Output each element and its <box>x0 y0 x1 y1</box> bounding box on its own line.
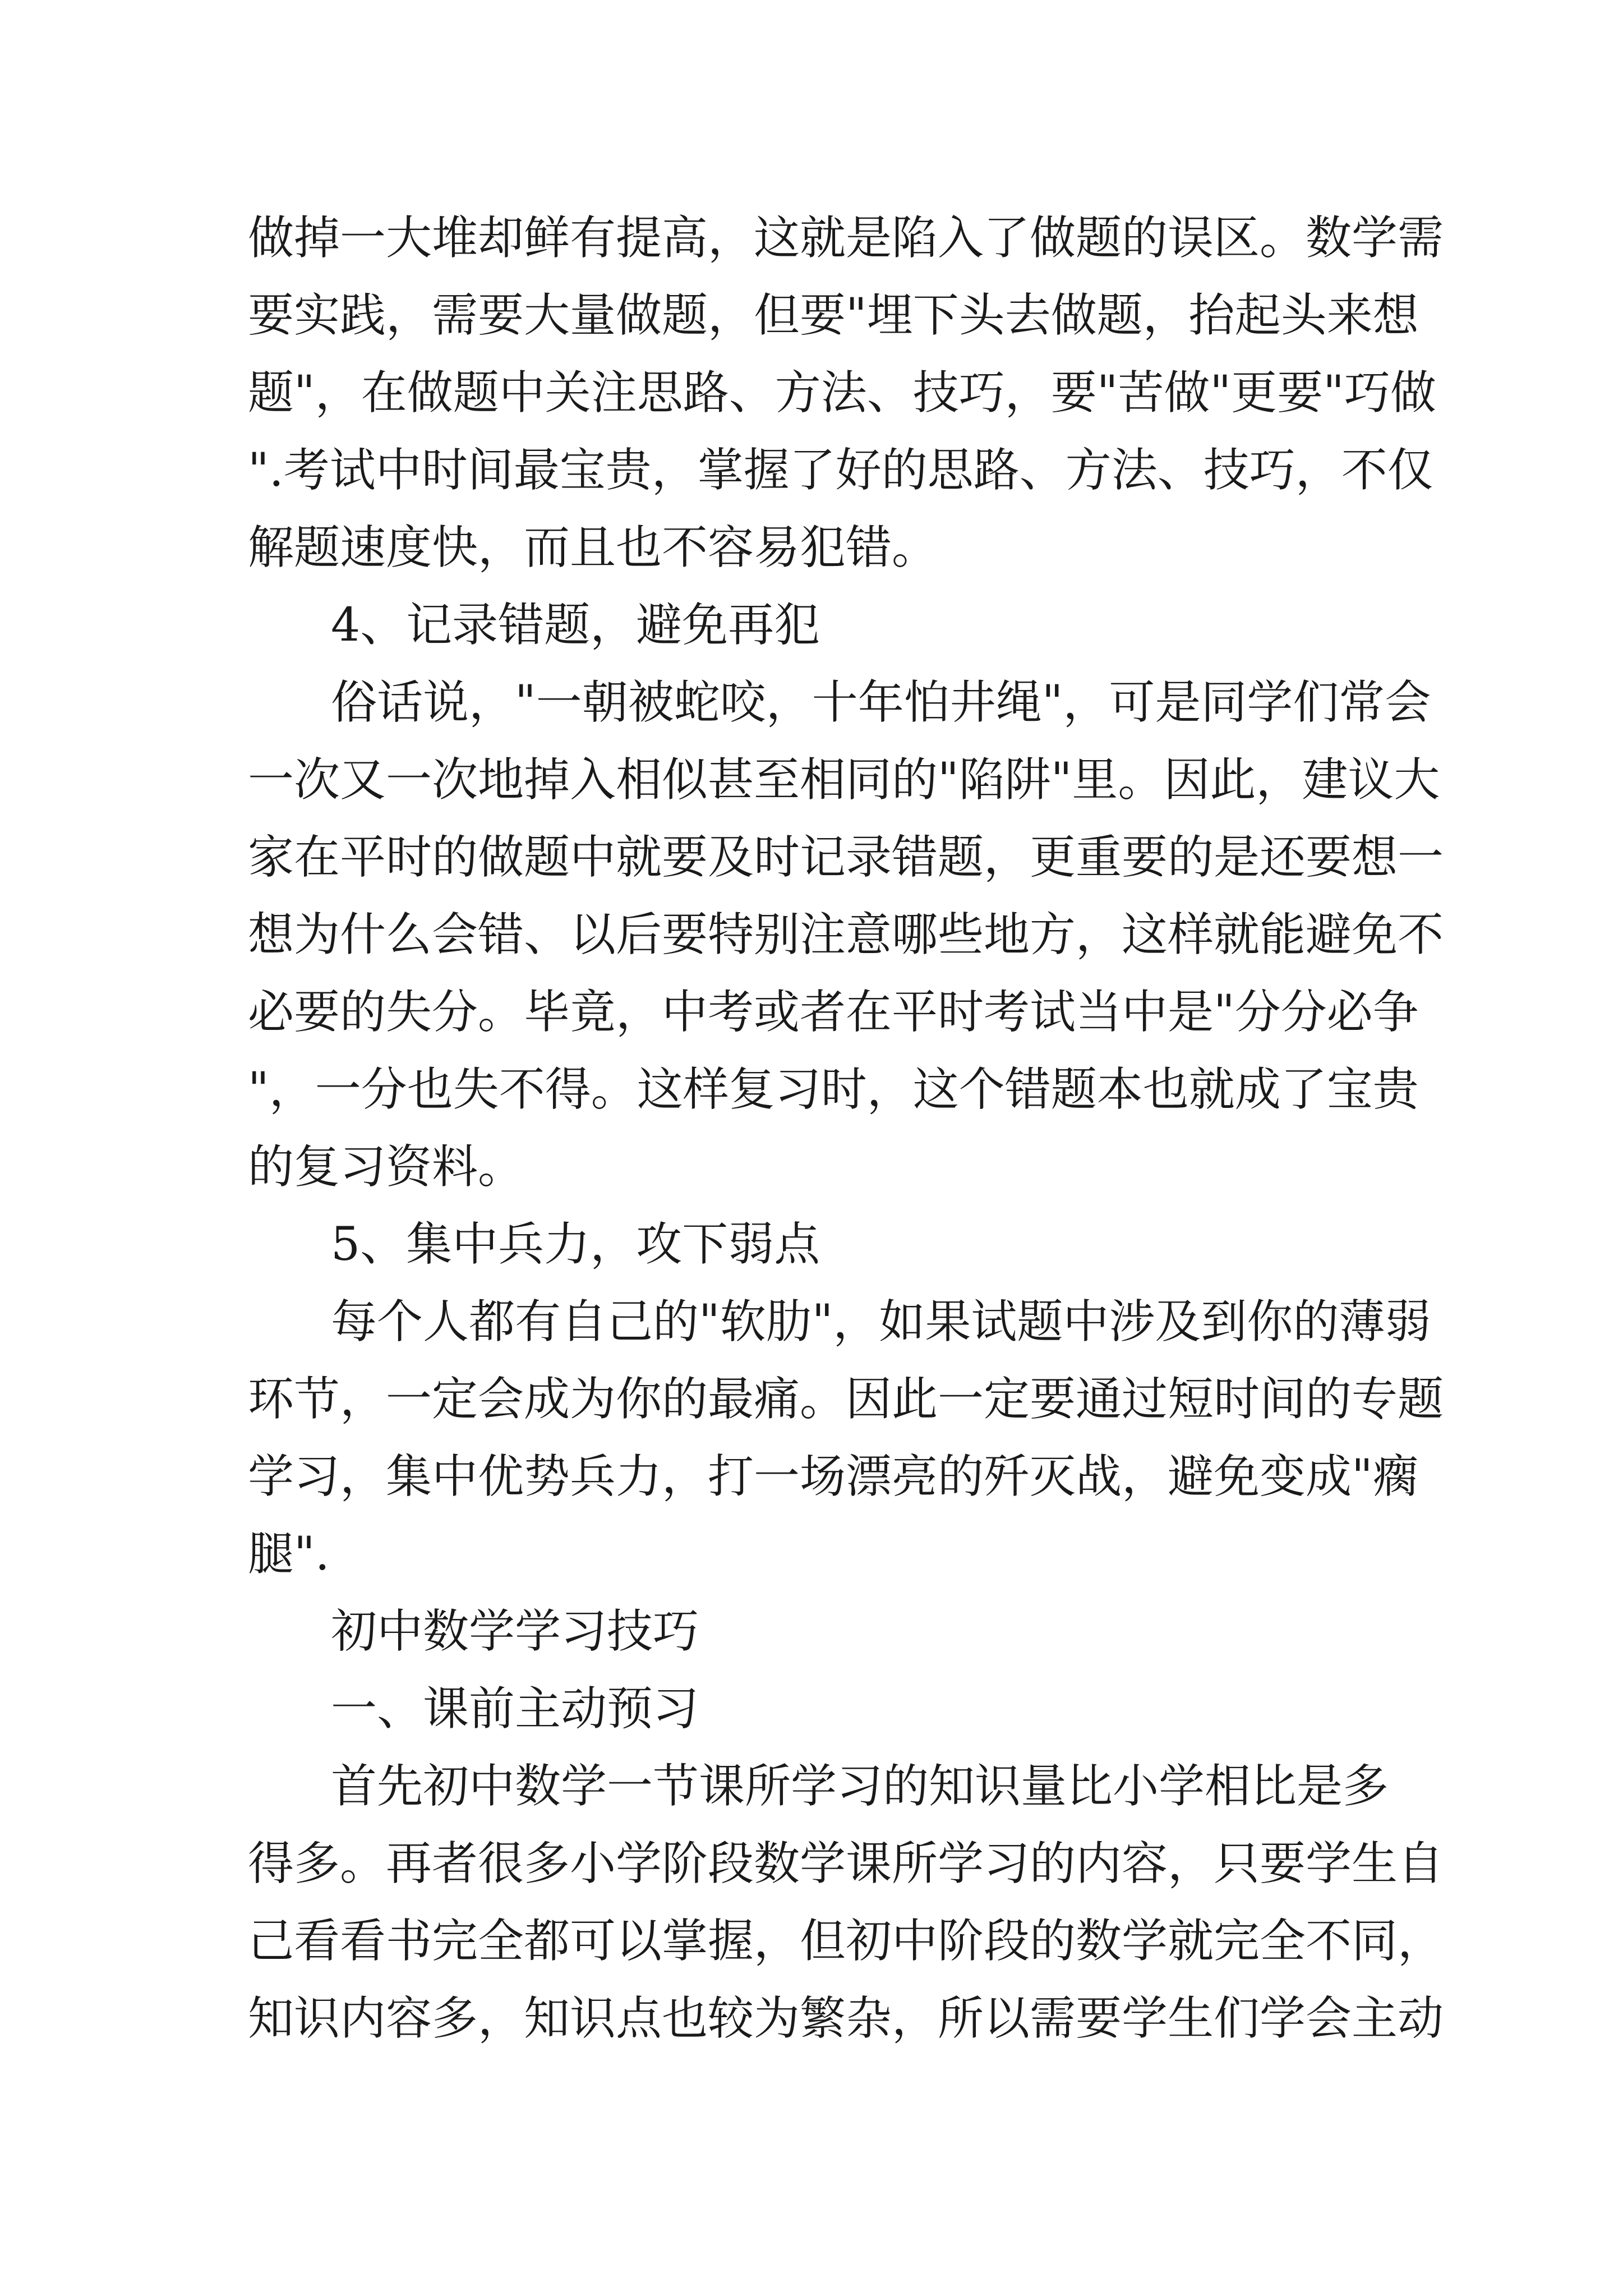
section-heading: 5、集中兵力，攻下弱点 <box>331 1218 820 1271</box>
text-line: 做掉一大堆却鲜有提高，这就是陷入了做题的误区。数学需 <box>248 211 1444 265</box>
text-line: 环节，一定会成为你的最痛。因此一定要通过短时间的专题 <box>248 1373 1444 1426</box>
text-line: 知识内容多，知识点也较为繁杂，所以需要学生们学会主动 <box>248 1992 1444 2045</box>
text-line: 题"，在做题中关注思路、方法、技巧，要"苦做"更要"巧做 <box>248 366 1436 420</box>
section-title: 初中数学学习技巧 <box>331 1605 699 1658</box>
text-line: 首先初中数学一节课所学习的知识量比小学相比是多 <box>331 1760 1389 1813</box>
section-heading: 一、课前主动预习 <box>331 1682 699 1736</box>
text-line: 每个人都有自己的"软肋"，如果试题中涉及到你的薄弱 <box>331 1295 1431 1349</box>
text-line: 一次又一次地掉入相似甚至相同的"陷阱"里。因此，建议大 <box>248 753 1440 807</box>
text-line: 必要的失分。毕竟，中考或者在平时考试当中是"分分必争 <box>248 986 1419 1039</box>
text-line: "，一分也失不得。这样复习时，这个错题本也就成了宝贵 <box>248 1063 1419 1116</box>
text-line: 解题速度快，而且也不容易犯错。 <box>248 521 938 574</box>
text-line: 学习，集中优势兵力，打一场漂亮的歼灭战，避免变成"瘸 <box>248 1450 1419 1503</box>
text-line: 家在平时的做题中就要及时记录错题，更重要的是还要想一 <box>248 831 1444 884</box>
text-line: 己看看书完全都可以掌握，但初中阶段的数学就完全不同， <box>248 1915 1444 1968</box>
text-line: 的复习资料。 <box>248 1140 524 1194</box>
section-heading: 4、记录错题，避免再犯 <box>331 599 820 652</box>
text-line: 要实践，需要大量做题，但要"埋下头去做题，抬起头来想 <box>248 289 1419 342</box>
text-line: 得多。再者很多小学阶段数学课所学习的内容，只要学生自 <box>248 1837 1444 1890</box>
text-line: ".考试中时间最宝贵，掌握了好的思路、方法、技巧，不仅 <box>248 444 1433 497</box>
text-line: 腿". <box>248 1527 330 1581</box>
text-line: 想为什么会错、以后要特别注意哪些地方，这样就能避免不 <box>248 908 1444 961</box>
text-line: 俗话说，"一朝被蛇咬，十年怕井绳"，可是同学们常会 <box>331 676 1431 729</box>
